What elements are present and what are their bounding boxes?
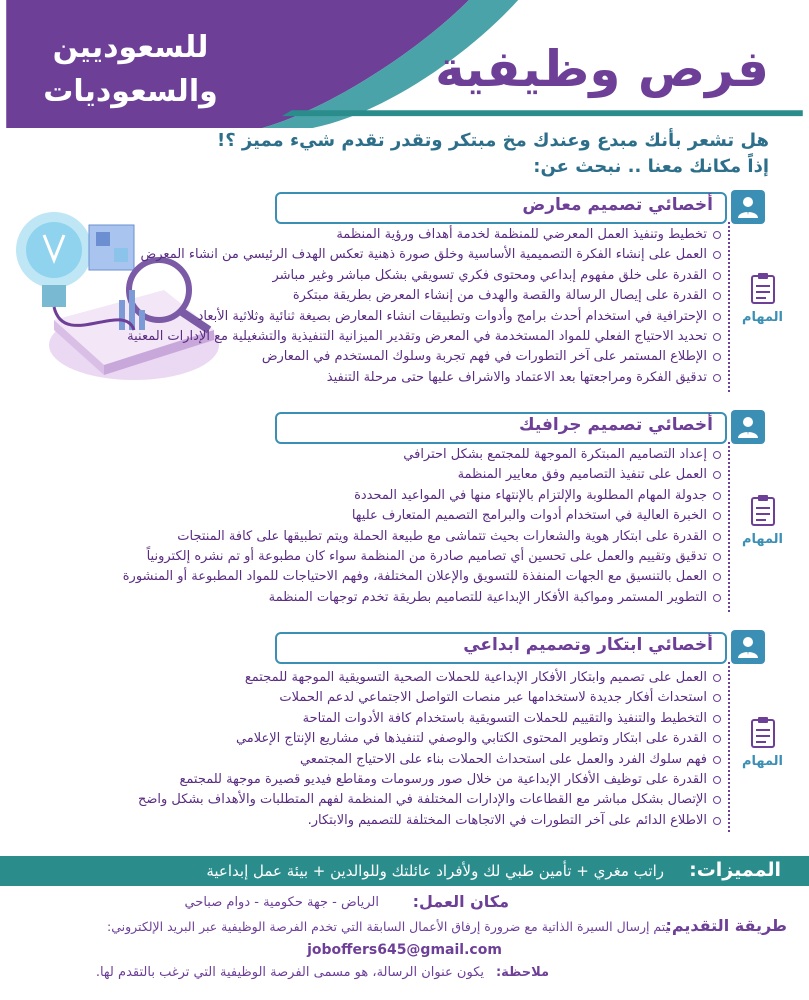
clipboard-icon	[750, 272, 776, 304]
subtitle-line-2: والسعوديات	[43, 74, 218, 109]
tasks-label: المهام	[741, 754, 783, 769]
list-item: الإطلاع المستمر على آخر التطورات في فهم تجربة وسلوك المستخدم في المعارض	[127, 347, 721, 367]
note-text: يكون عنوان الرسالة، هو مسمى الفرصة الوظيفية التي ترغب بالتقدم لها.	[95, 965, 484, 980]
apply-text: يتم إرسال السيرة الذاتية مع ضرورة إرفاق الأعمال السابقة التي تخدم الفرصة الوظيفية عبر البريد الإلكتروني:	[107, 919, 669, 934]
section-1-tasks	[743, 272, 783, 325]
intro-question: هل تشعر بأنك مبدع وعندك مخ مبتكر وتقدر تقدم شيء مميز ؟!	[217, 130, 769, 151]
list-item: العمل على تنفيذ التصاميم وفق معايير المنظمة	[123, 465, 721, 485]
list-item: تخطيط وتنفيذ العمل المعرضي للمنظمة لخدمة أهداف ورؤية المنظمة	[127, 225, 721, 245]
section-2-tasks	[743, 494, 783, 547]
clipboard-icon	[750, 494, 776, 526]
list-item: العمل بالتنسيق مع الجهات المنفذة للتسويق والإعلان المختلفة، وفهم الاحتياجات للمواد المطبوعة أو المنشورة	[123, 567, 721, 587]
section-3-header	[279, 632, 765, 662]
list-item: القدرة على خلق مفهوم إبداعي ومحتوى فكري تسويقي بشكل مباشر وغير مباشر	[127, 266, 721, 286]
list-item: الخبرة العالية في استخدام أدوات والبرامج التصميم المتعارف عليها	[123, 506, 721, 526]
list-item: القدرة على إيصال الرسالة والقصة والهدف من إنشاء المعرض بطريقة مبتكرة	[127, 286, 721, 306]
list-item: الإحترافية في استخدام أحدث برامج وأدوات وتطبيقات انشاء المعارض بصيغة ثنائية وثلاثية الأبعاد	[127, 307, 721, 327]
list-item: الاطلاع الدائم على آخر التطورات في الاتجاهات المختلفة للتصميم والابتكار.	[138, 811, 721, 831]
list-item: جدولة المهام المطلوبة والإلتزام بالإنتهاء منها في المواعيد المحددة	[123, 486, 721, 506]
section-2-title: أخصائي تصميم جرافيك	[519, 415, 713, 435]
list-item: الإتصال بشكل مباشر مع القطاعات والإدارات المختلفة في المنظمة لفهم المتطلبات والأهداف بشكل واضح	[138, 790, 721, 810]
section-3-title: أخصائي ابتكار وتصميم ابداعي	[463, 635, 713, 655]
list-item: تحديد الاحتياج الفعلي للمواد المستخدمة في المعرض وتقدير الميزانية التنفيذية والتشغيلية مع الإدارات المعنية	[127, 327, 721, 347]
list-item: القدرة على ابتكار هوية والشعارات بحيث تتماشى مع طبيعة الحملة ويتم تطبيقها على كافة المنتجات	[123, 527, 721, 547]
section-1-connector	[728, 222, 730, 392]
person-icon	[731, 410, 765, 444]
list-item: التطوير المستمر ومواكبة الأفكار الإبداعية للتصاميم بطريقة تخدم توجهات المنظمة	[123, 588, 721, 608]
note-label: ملاحظة:	[495, 965, 549, 980]
section-1-title: أخصائي تصميم معارض	[522, 195, 713, 215]
section-3-connector	[728, 662, 730, 832]
list-item: التخطيط والتنفيذ والتقييم للحملات التسويقية باستخدام كافة الأدوات المتاحة	[138, 709, 721, 729]
list-item: العمل على تصميم وابتكار الأفكار الإبداعية للحملات الصحية التسويقية الموجهة للمجتمع	[138, 668, 721, 688]
header-subtitle	[18, 26, 243, 114]
section-3-tasks-list	[138, 668, 721, 831]
section-1-header	[279, 192, 765, 222]
subtitle-line-1: للسعوديين	[52, 30, 209, 65]
list-item: إعداد التصاميم المبتكرة الموجهة للمجتمع بشكل احترافي	[123, 445, 721, 465]
list-item: تدقيق الفكرة ومراجعتها بعد الاعتماد والاشراف عليها حتى مرحلة التنفيذ	[127, 368, 721, 388]
clipboard-icon	[750, 716, 776, 748]
section-2-connector	[728, 442, 730, 612]
person-icon	[731, 630, 765, 664]
list-item: استحداث أفكار جديدة لاستخدامها عبر منصات التواصل الاجتماعي لدعم الحملات	[138, 688, 721, 708]
section-2-tasks-list	[123, 445, 721, 608]
section-1-tasks-list	[127, 225, 721, 388]
list-item: القدرة على توظيف الأفكار الإبداعية من خلال صور ورسومات ومقاطع فيديو قصيرة موجهة للمجتمع	[138, 770, 721, 790]
page-title: فرص وظيفية	[435, 40, 769, 98]
tasks-label: المهام	[741, 310, 783, 325]
apply-label: طريقة التقديم:	[665, 916, 787, 935]
intro-statement: إذاً مكانك معنا .. نبحث عن:	[533, 156, 769, 177]
location-text: الرياض - جهة حكومية - دوام صباحي	[184, 895, 379, 910]
list-item: تدقيق وتقييم والعمل على تحسين أي تصاميم صادرة من المنظمة سواء كان مطبوعة أو تم نشره إلكترونياً	[123, 547, 721, 567]
person-icon	[731, 190, 765, 224]
location-label: مكان العمل:	[412, 892, 509, 911]
benefits-text: راتب مغري + تأمين طبي لك ولأفراد عائلتك وللوالدين + بيئة عمل إبداعية	[206, 862, 664, 880]
list-item: العمل على إنشاء الفكرة التصميمية الأساسية وخلق صورة ذهنية تعكس الهدف الرئيسي من انشاء المعرض	[127, 245, 721, 265]
tasks-label: المهام	[741, 532, 783, 547]
section-3-tasks	[743, 716, 783, 769]
list-item: القدرة على ابتكار وتطوير المحتوى الكتابي والوصفي لتنفيذها في مشاريع الإنتاج الإعلامي	[138, 729, 721, 749]
email-address[interactable]: joboffers645@gmail.com	[307, 942, 502, 958]
benefits-label: المميزات:	[689, 859, 781, 881]
list-item: فهم سلوك الفرد والعمل على استحداث الحملات بناء على الاحتياج المجتمعي	[138, 750, 721, 770]
section-2-header	[279, 412, 765, 442]
